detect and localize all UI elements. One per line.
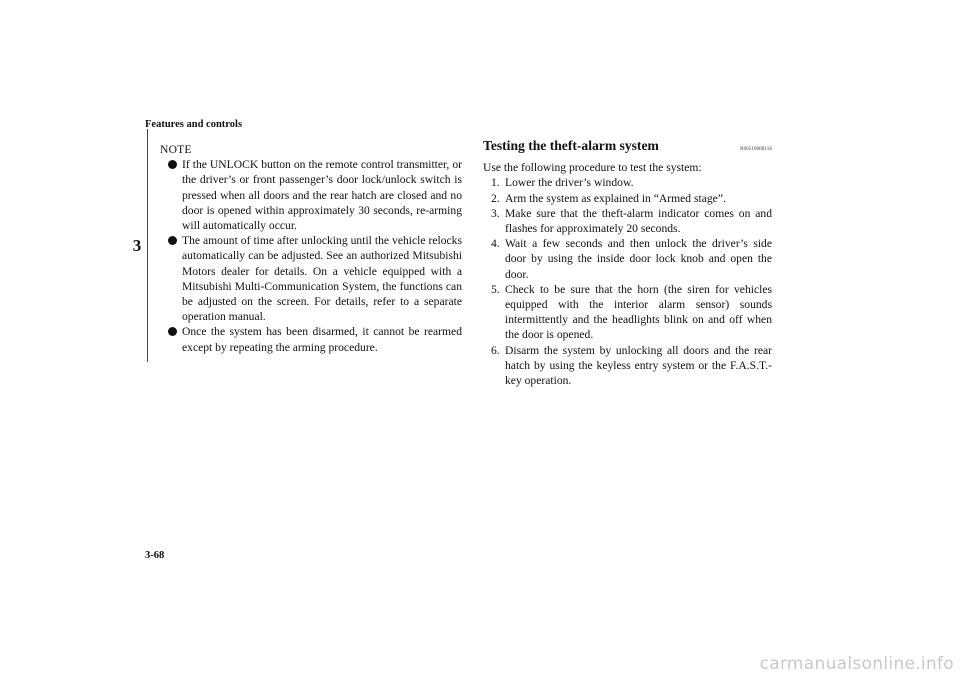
note-column bbox=[160, 142, 462, 355]
chapter-tab-number: 3 bbox=[132, 236, 142, 255]
procedure-step bbox=[483, 282, 772, 343]
step-number: 2. bbox=[491, 191, 500, 205]
step-number: 1. bbox=[491, 176, 500, 190]
note-bullet bbox=[160, 233, 462, 324]
bullet-dot-icon bbox=[168, 327, 177, 336]
procedure-step bbox=[483, 236, 772, 282]
note-bullet bbox=[160, 157, 462, 233]
running-header: Features and controls bbox=[145, 119, 243, 130]
note-label: NOTE bbox=[160, 143, 192, 156]
procedure-step bbox=[483, 175, 772, 190]
step-number: 6. bbox=[491, 343, 500, 357]
section-title: Testing the theft-alarm system bbox=[483, 138, 659, 153]
bullet-dot-icon bbox=[168, 160, 177, 169]
step-number: 4. bbox=[491, 237, 500, 251]
procedure-column bbox=[483, 138, 772, 388]
step-number: 5. bbox=[491, 282, 500, 296]
procedure-step bbox=[483, 191, 772, 206]
note-bullet-text: If the UNLOCK button on the remote control transmitter, or the driver’s or front passenger’s door lock/unlock switch is pressed when all doors and the rear hatch are closed and no door is opened within approximately 30 seconds, re-arming will automatically occur. bbox=[182, 158, 462, 233]
note-bullet-text: The amount of time after unlocking until the vehicle relocks automatically can be adjusted. See an authorized Mitsubishi Motors dealer for details. On a vehicle equipped with a Mitsubishi Multi-Communication System, the functions can be adjusted on the screen. For details, refer to a separate operation manual. bbox=[182, 234, 462, 324]
procedure-step bbox=[483, 343, 772, 389]
section-code: N00510600118 bbox=[739, 147, 772, 152]
step-text: Check to be sure that the horn (the siren for vehicles equipped with the interior alarm sensor) sounds intermittently and the headlights blink on and off when the door is opened. bbox=[505, 282, 772, 342]
step-number: 3. bbox=[491, 206, 500, 220]
note-bullet-text: Once the system has been disarmed, it cannot be rearmed except by repeating the arming procedure. bbox=[182, 325, 462, 354]
note-bullet bbox=[160, 324, 462, 354]
step-text: Lower the driver’s window. bbox=[505, 176, 634, 190]
step-text: Wait a few seconds and then unlock the driver’s side door by using the inside door lock knob and open the door. bbox=[505, 237, 772, 281]
step-text: Disarm the system by unlocking all doors and the rear hatch by using the keyless entry system or the F.A.S.T.-key operation. bbox=[505, 343, 772, 388]
bullet-dot-icon bbox=[168, 236, 177, 245]
procedure-step bbox=[483, 206, 772, 236]
watermark: carmanualsonline.info bbox=[759, 654, 954, 674]
step-text: Make sure that the theft-alarm indicator comes on and flashes for approximately 20 seconds. bbox=[505, 206, 772, 236]
step-text: Arm the system as explained in “Armed stage”. bbox=[505, 191, 726, 205]
section-heading-row bbox=[483, 138, 772, 157]
procedure-intro: Use the following procedure to test the system: bbox=[483, 161, 702, 175]
page-number: 3-68 bbox=[145, 550, 165, 561]
